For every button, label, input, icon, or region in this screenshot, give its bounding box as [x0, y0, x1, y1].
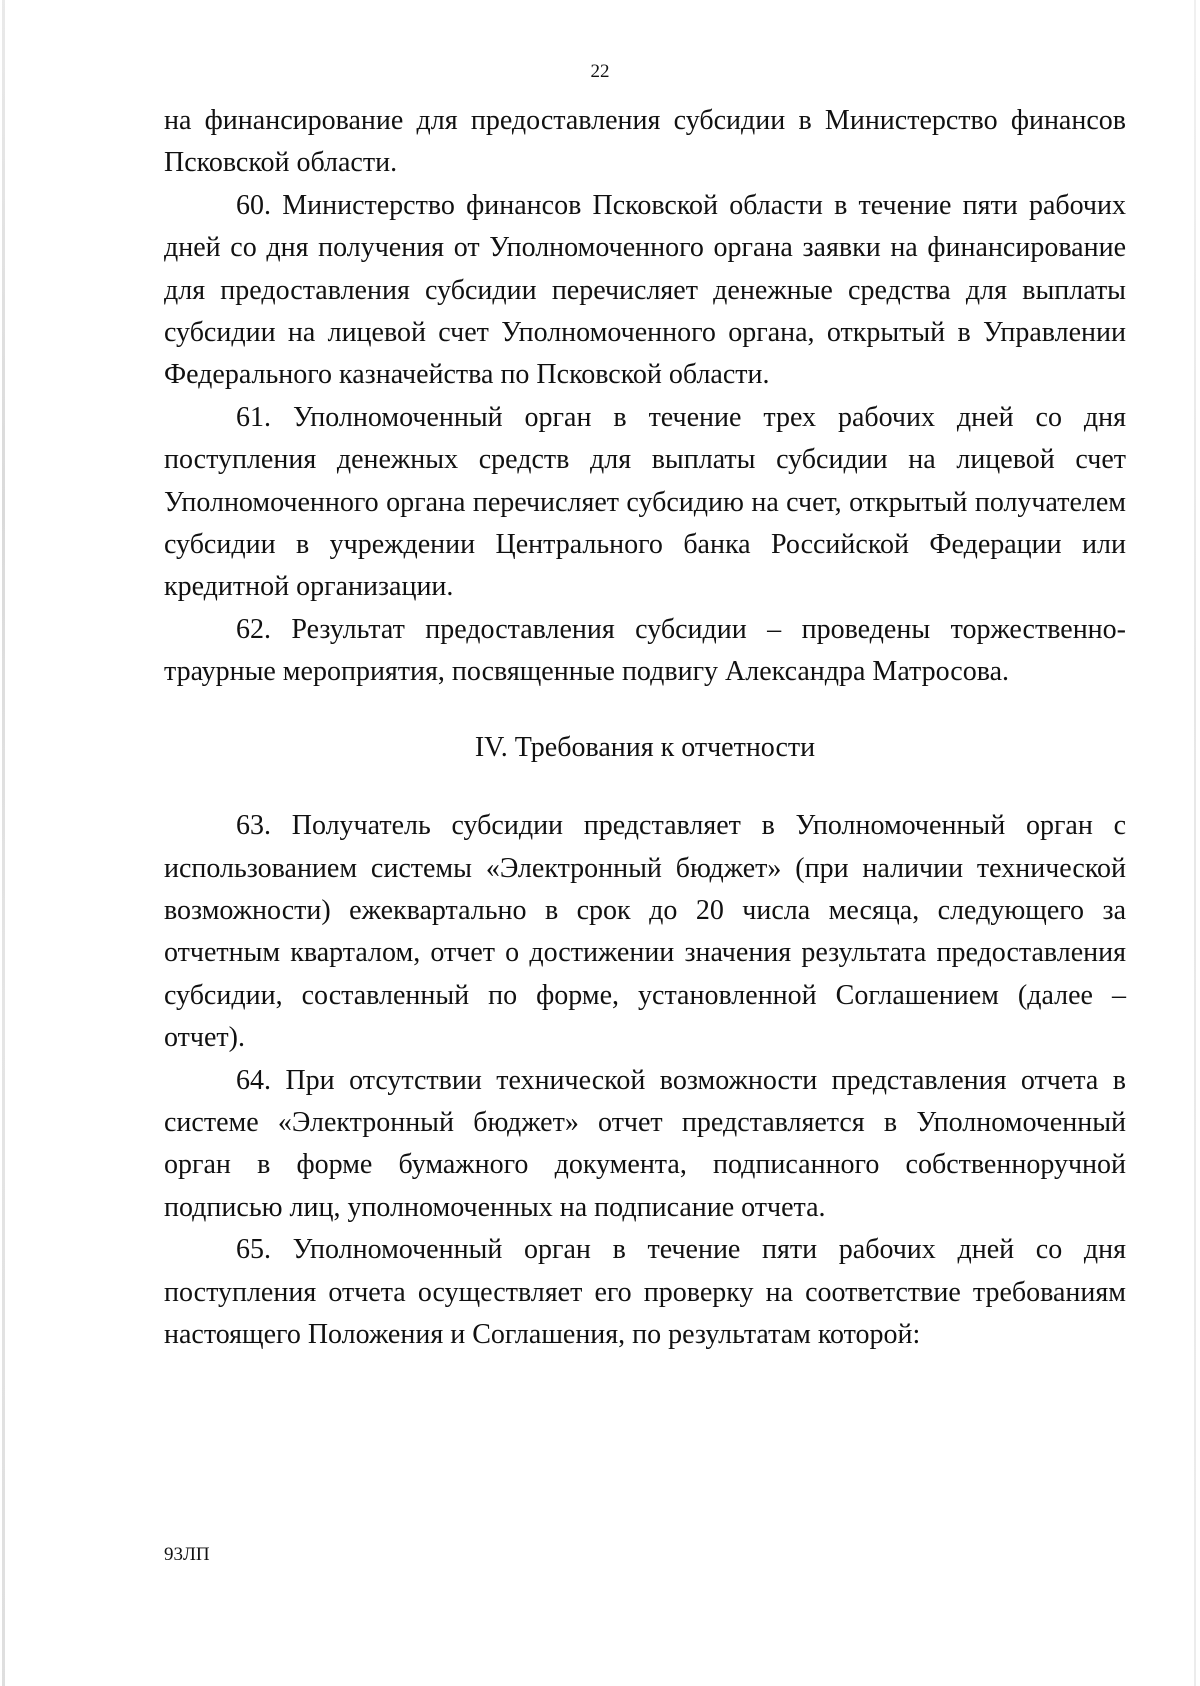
- paragraph-64: 64. При отсутствии технической возможности представления отчета в системе «Электронный бюджет» отчет представляется в Уполномоченный орган в форме бумажного документа, подписанного собственноручной подписью лиц, уполномоченных на подписание отчета.: [164, 1064, 1126, 1223]
- paragraph-60: 60. Министерство финансов Псковской области в течение пяти рабочих дней со дня получения от Уполномоченного органа заявки на финансирование для предоставления субсидии перечисляет денежные средства для выплаты субсидии на лицевой счет Уполномоченного органа, открытый в Управлении Федерального казначейства по Псковской области.: [164, 189, 1126, 391]
- paragraph-62: 62. Результат предоставления субсидии – проведены торжественно-траурные мероприятия, посвященные подвигу Александра Матросова.: [164, 613, 1126, 688]
- page-number: 22: [590, 61, 610, 82]
- scan-edge-left: [2, 0, 5, 1686]
- footer-document-code: 93ЛП: [164, 1544, 210, 1565]
- document-body: [164, 100, 1126, 1356]
- paragraph-61: 61. Уполномоченный орган в течение трех рабочих дней со дня поступления денежных средств для выплаты субсидии на лицевой счет Уполномоченного органа перечисляет субсидию на счет, открытый получателем субсидии в учреждении Центрального банка Российской Федерации или кредитной организации.: [164, 401, 1126, 603]
- scan-edge-right: [1194, 0, 1196, 1686]
- section-heading: IV. Требования к отчетности: [474, 731, 816, 763]
- paragraph-continuation: на финансирование для предоставления субсидии в Министерство финансов Псковской области.: [164, 105, 1126, 179]
- paragraph-63: 63. Получатель субсидии представляет в Уполномоченный орган с использованием системы «Электронный бюджет» (при наличии технической возможности) ежеквартально в срок до 20 числа месяца, следующего за отчетным кварталом, отчет о достижении значения результата предоставления субсидии, составленный по форме, установленной Соглашением (далее – отчет).: [164, 810, 1126, 1054]
- paragraph-65: 65. Уполномоченный орган в течение пяти рабочих дней со дня поступления отчета осуществляет его проверку на соответствие требованиям настоящего Положения и Соглашения, по результатам которой:: [164, 1234, 1126, 1350]
